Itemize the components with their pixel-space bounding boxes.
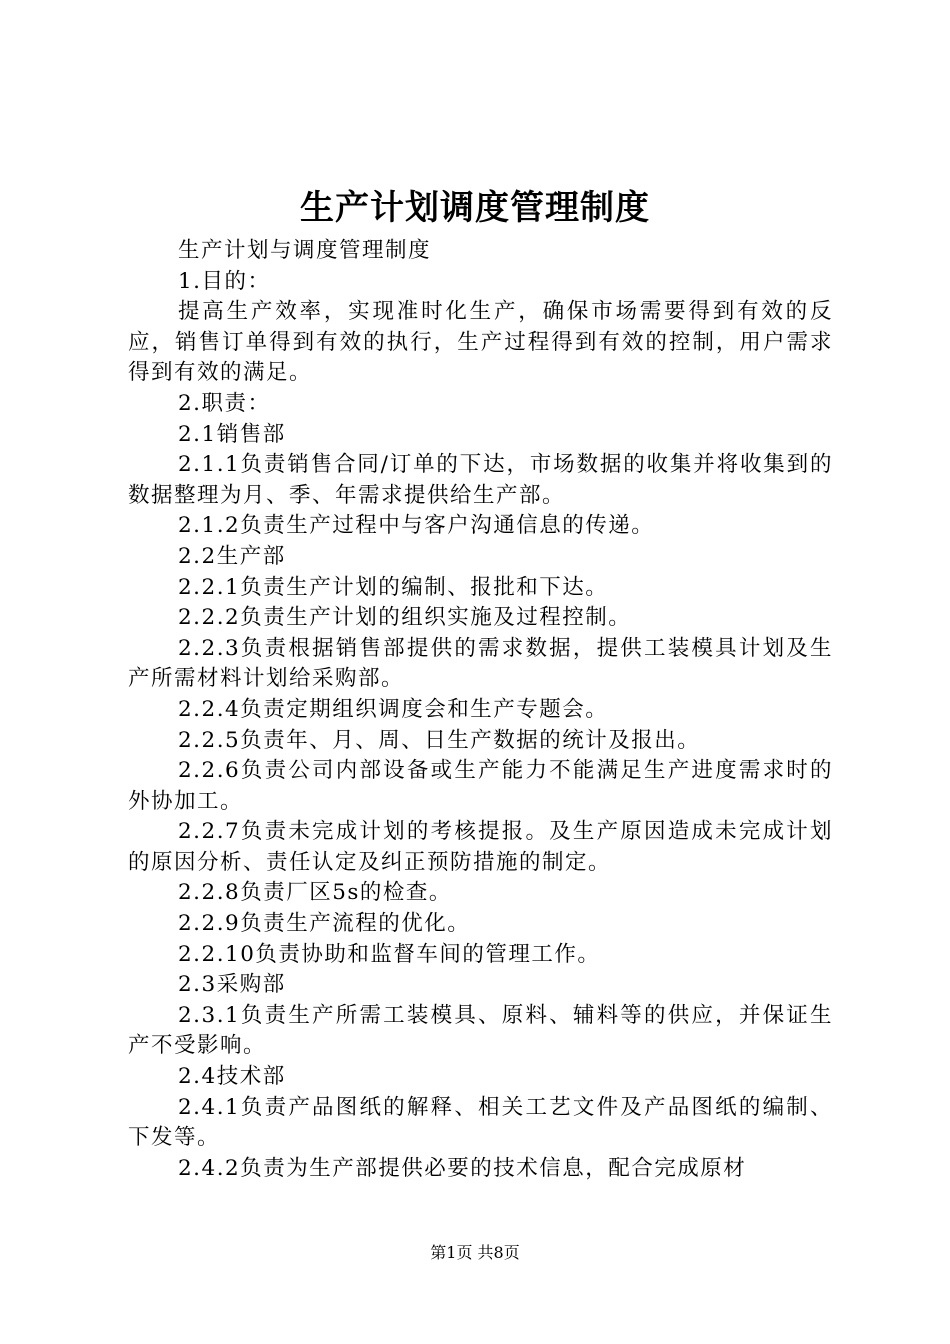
- paragraph: 2.2.2负责生产计划的组织实施及过程控制。: [178, 605, 632, 631]
- paragraph: 2.2.6负责公司内部设备或生产能力不能满足生产进度需求时的外协加工。: [128, 758, 833, 814]
- paragraph: 2.2.1负责生产计划的编制、报批和下达。: [178, 574, 609, 600]
- paragraph: 2.3采购部: [178, 972, 286, 998]
- paragraph: 2.2生产部: [178, 543, 286, 569]
- page-footer: 第1页 共8页: [430, 1243, 520, 1262]
- paragraph: 2.2.4负责定期组织调度会和生产专题会。: [178, 696, 609, 722]
- document-title: 生产计划调度管理制度: [300, 188, 650, 228]
- paragraph: 2.1.1负责销售合同/订单的下达，市场数据的收集并将收集到的数据整理为月、季、年需求提供给生产部。: [128, 452, 833, 508]
- paragraph: 2.3.1负责生产所需工装模具、原料、辅料等的供应，并保证生产不受影响。: [128, 1002, 833, 1059]
- paragraph: 2.2.8负责厂区5s的检查。: [178, 880, 452, 906]
- document-body: [128, 236, 833, 1184]
- paragraph: 2.1.2负责生产过程中与客户沟通信息的传递。: [178, 513, 655, 539]
- paragraph: 2.4.1负责产品图纸的解释、相关工艺文件及产品图纸的编制、下发等。: [128, 1094, 833, 1151]
- paragraph: 2.4技术部: [178, 1064, 286, 1090]
- paragraph: 2.职责：: [178, 390, 271, 416]
- paragraph: 2.2.7负责未完成计划的考核提报。及生产原因造成未完成计划的原因分析、责任认定及纠正预防措施的制定。: [128, 819, 833, 875]
- paragraph: 生产计划与调度管理制度: [178, 238, 432, 263]
- paragraph: 1.目的：: [178, 268, 271, 294]
- paragraph: 2.2.9负责生产流程的优化。: [178, 911, 471, 937]
- paragraph: 2.1销售部: [178, 421, 286, 447]
- paragraph: 2.2.3负责根据销售部提供的需求数据，提供工装模具计划及生产所需材料计划给采购部。: [128, 635, 833, 692]
- paragraph: 2.4.2负责为生产部提供必要的技术信息，配合完成原材: [178, 1155, 747, 1181]
- paragraph: 2.2.10负责协助和监督车间的管理工作。: [178, 941, 601, 967]
- paragraph: 提高生产效率，实现准时化生产，确保市场需要得到有效的反应，销售订单得到有效的执行，生产过程得到有效的控制，用户需求得到有效的满足。: [128, 299, 833, 386]
- paragraph: 2.2.5负责年、月、周、日生产数据的统计及报出。: [178, 727, 701, 753]
